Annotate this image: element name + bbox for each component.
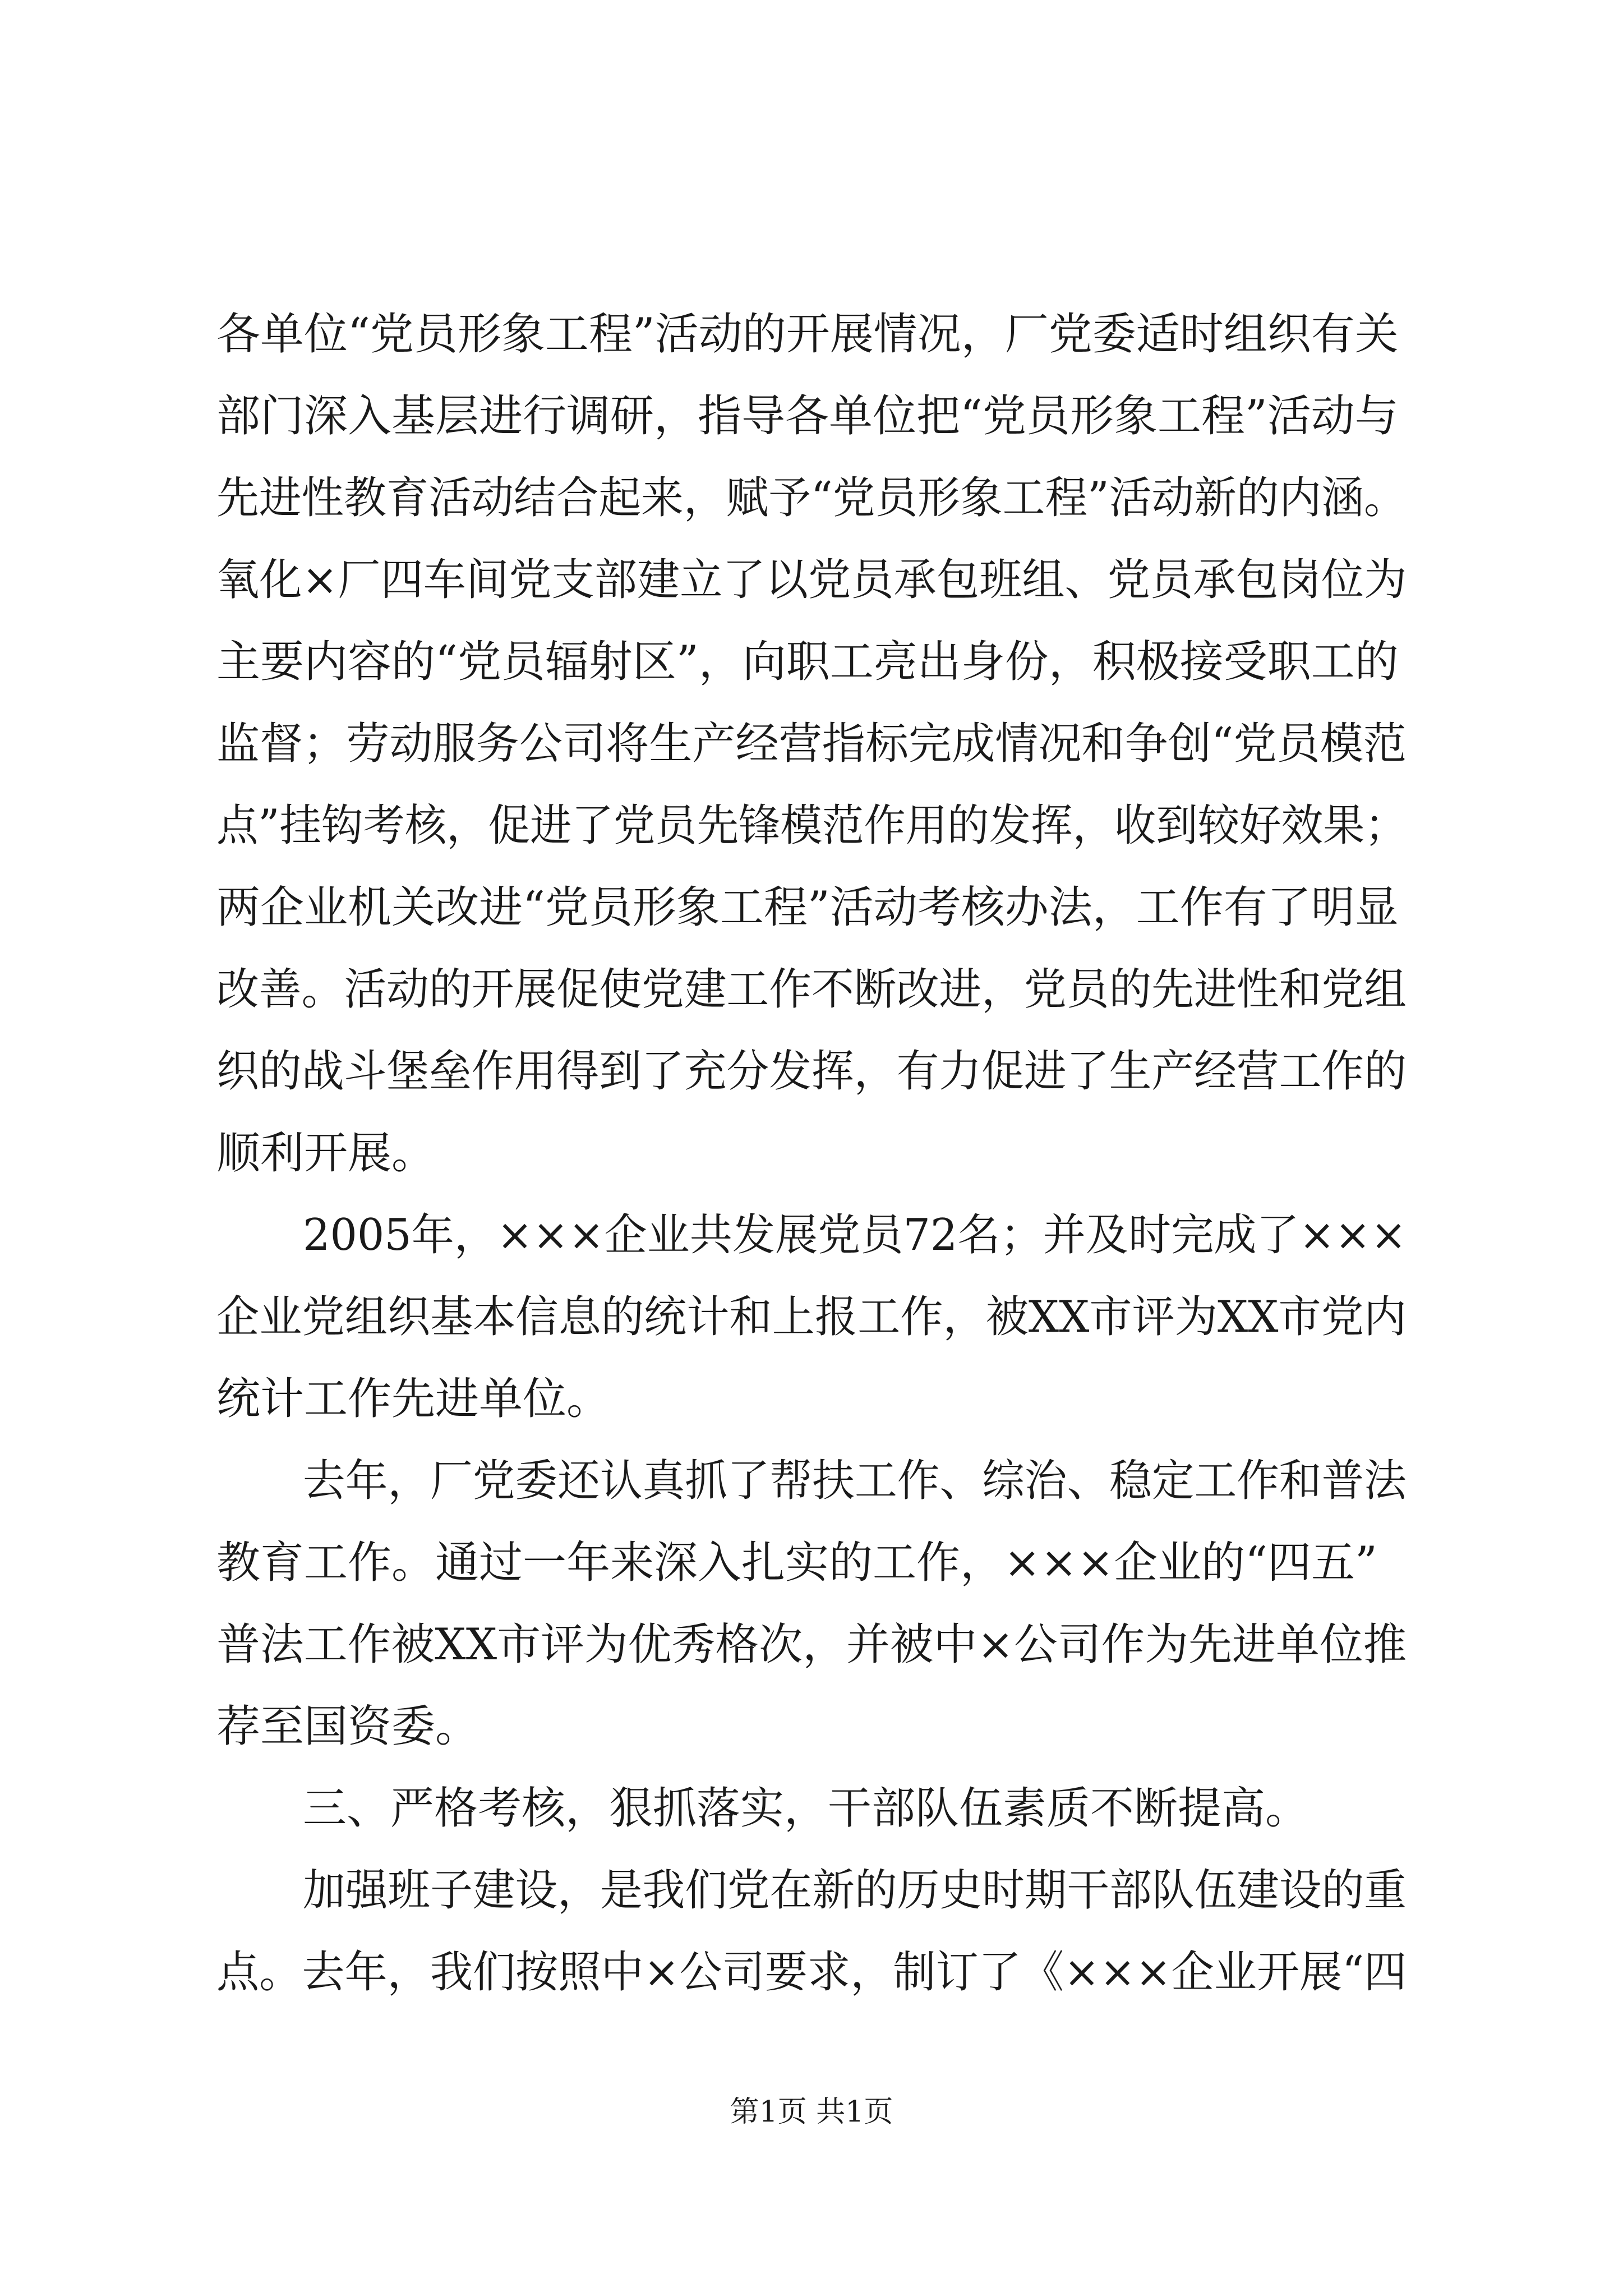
body-text-line: 部门深入基层进行调研，指导各单位把“党员形象工程”活动与: [216, 391, 1399, 441]
body-text-line: 监督；劳动服务公司将生产经营指标完成情况和争创“党员模范: [216, 719, 1407, 769]
body-text-line: 两企业机关改进“党员形象工程”活动考核办法，工作有了明显: [216, 882, 1399, 933]
paragraph-first-line: 2005年，×××企业共发展党员72名；并及时完成了×××: [303, 1210, 1407, 1260]
body-text-line: 改善。活动的开展促使党建工作不断改进，党员的先进性和党组: [216, 964, 1407, 1015]
body-text-line: 主要内容的“党员辐射区”，向职工亮出身份，积极接受职工的: [216, 637, 1399, 687]
body-text-line: 统计工作先进单位。: [216, 1374, 611, 1424]
body-text-line: 织的战斗堡垒作用得到了充分发挥，有力促进了生产经营工作的: [216, 1046, 1407, 1097]
body-text-line: 先进性教育活动结合起来，赋予“党员形象工程”活动新的内涵。: [216, 473, 1407, 523]
body-text-line: 荐至国资委。: [216, 1701, 479, 1752]
page-number-footer: 第1页 共1页: [730, 2095, 893, 2129]
body-text-line: 普法工作被XX市评为优秀格次，并被中×公司作为先进单位推: [216, 1619, 1407, 1670]
paragraph-first-line: 去年，厂党委还认真抓了帮扶工作、综治、稳定工作和普法: [303, 1456, 1407, 1506]
body-text-line: 各单位“党员形象工程”活动的开展情况，厂党委适时组织有关: [216, 309, 1399, 360]
section-heading: 三、严格考核，狠抓落实，干部队伍素质不断提高。: [303, 1783, 1310, 1834]
body-text-line: 顺利开展。: [216, 1128, 436, 1179]
body-text-line: 企业党组织基本信息的统计和上报工作，被XX市评为XX市党内: [216, 1292, 1407, 1342]
body-text-line: 教育工作。通过一年来深入扎实的工作，×××企业的“四五”: [216, 1538, 1377, 1588]
body-text-line: 点”挂钩考核，促进了党员先锋模范作用的发挥，收到较好效果；: [216, 800, 1407, 851]
body-text-line: 氧化×厂四车间党支部建立了以党员承包班组、党员承包岗位为: [216, 555, 1407, 605]
body-text-line: 点。去年，我们按照中×公司要求，制订了《×××企业开展“四: [216, 1947, 1407, 1998]
paragraph-first-line: 加强班子建设，是我们党在新的历史时期干部队伍建设的重: [303, 1865, 1407, 1916]
